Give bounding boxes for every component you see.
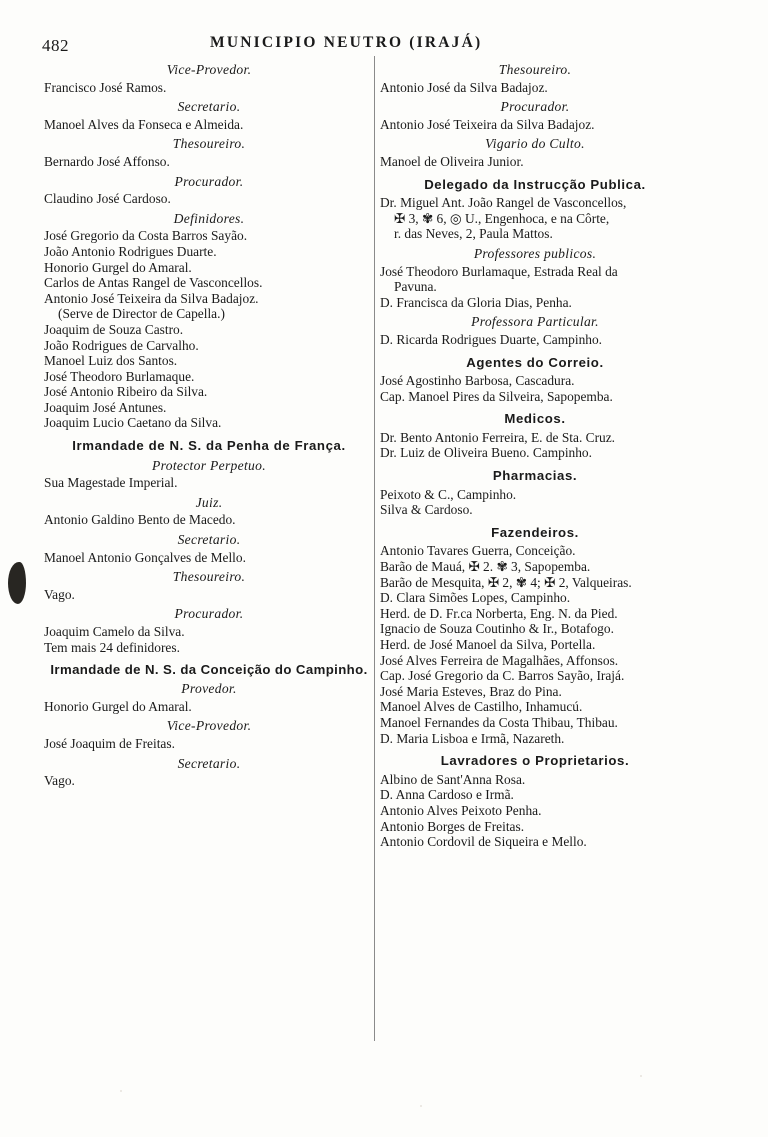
section-heading-italic: Secretario. bbox=[177, 755, 241, 771]
text-line: Cap. Manoel Pires da Silveira, Sapopemba. bbox=[380, 388, 613, 404]
section-heading-italic: Vice-Provedor. bbox=[166, 62, 252, 77]
section-heading-bold: Lavradores o Proprietarios. bbox=[440, 753, 630, 769]
text-line: D. Clara Simões Lopes, Campinho. bbox=[380, 590, 571, 606]
text-line: D. Anna Cardoso e Irmã. bbox=[380, 787, 514, 803]
text-line: José Maria Esteves, Braz do Pina. bbox=[380, 683, 562, 699]
text-line: Herd. de José Manoel da Silva, Portella. bbox=[380, 637, 596, 652]
text-line: Antonio Galdino Bento de Macedo. bbox=[44, 512, 236, 528]
section-heading-italic: Procurador. bbox=[174, 173, 244, 189]
text-line: Manoel Antonio Gonçalves de Mello. bbox=[44, 549, 246, 565]
text-line: Manoel Fernandes da Costa Thibau, Thibau. bbox=[380, 714, 618, 730]
text-line: Honorio Gurgel do Amaral. bbox=[44, 698, 192, 714]
running-title: MUNICIPIO NEUTRO (IRAJÁ) bbox=[210, 34, 483, 51]
text-line: José Alves Ferreira de Magalhães, Affonsos. bbox=[380, 652, 619, 668]
text-line: Silva & Cardoso. bbox=[380, 502, 473, 518]
text-line: José Theodoro Burlamaque, Estrada Real da bbox=[380, 263, 618, 279]
text-line: Ignacio de Souza Coutinho & Ir., Botafogo. bbox=[380, 621, 614, 637]
text-line: João Antonio Rodrigues Duarte. bbox=[44, 243, 217, 259]
text-line: Barão de Mauá, ✠ 2. ✾ 3, Sapopemba. bbox=[380, 559, 591, 575]
text-line: José Agostinho Barbosa, Cascadura. bbox=[380, 373, 575, 389]
text-line-continuation: r. das Neves, 2, Paula Mattos. bbox=[394, 226, 553, 242]
scan-speckle bbox=[120, 1090, 122, 1092]
text-line: Antonio José da Silva Badajoz. bbox=[380, 79, 548, 95]
section-heading-italic: Professora Particular. bbox=[471, 314, 599, 330]
text-line: Albino de Sant'Anna Rosa. bbox=[380, 771, 526, 787]
text-line: Antonio José Teixeira da Silva Badajoz. bbox=[44, 290, 259, 306]
text-line: D. Francisca da Gloria Dias, Penha. bbox=[380, 294, 572, 310]
section-heading-italic: Thesoureiro. bbox=[172, 569, 246, 585]
text-line: José Gregorio da Costa Barros Sayão. bbox=[44, 228, 248, 244]
column-divider-rule bbox=[374, 56, 375, 1041]
text-line: Dr. Luiz de Oliveira Bueno. Campinho. bbox=[380, 445, 592, 461]
text-line: Joaquim Camelo da Silva. bbox=[44, 624, 185, 639]
margin-smudge bbox=[8, 562, 26, 604]
text-line: Carlos de Antas Rangel de Vasconcellos. bbox=[44, 275, 263, 291]
text-line: Cap. José Gregorio da C. Barros Sayão, Irajá. bbox=[380, 668, 625, 684]
section-heading-italic: Secretario. bbox=[177, 532, 241, 548]
text-line: José Antonio Ribeiro da Silva. bbox=[44, 384, 208, 400]
text-line: D. Maria Lisboa e Irmã, Nazareth. bbox=[380, 730, 565, 746]
section-heading-italic: Secretario. bbox=[177, 99, 241, 115]
section-heading-italic: Procurador. bbox=[500, 99, 570, 115]
text-line: Manoel de Oliveira Junior. bbox=[380, 153, 524, 169]
left-text-column bbox=[44, 58, 374, 789]
folio-number: 482 bbox=[42, 36, 69, 55]
section-heading-bold: Fazendeiros. bbox=[491, 524, 579, 540]
text-line: Joaquim de Souza Castro. bbox=[44, 321, 184, 337]
text-line: João Rodrigues de Carvalho. bbox=[44, 337, 199, 353]
section-heading-italic: Vice-Provedor. bbox=[166, 718, 252, 734]
section-heading-bold: Delegado da Instrucção Publica. bbox=[424, 176, 646, 192]
text-line: Antonio Borges de Freitas. bbox=[380, 818, 525, 834]
section-heading-italic: Definidores. bbox=[173, 210, 245, 226]
text-line: José Joaquim de Freitas. bbox=[44, 735, 175, 751]
text-line: Claudino José Cardoso. bbox=[44, 191, 171, 207]
scan-speckle bbox=[640, 1075, 642, 1077]
text-line: Sua Magestade Imperial. bbox=[44, 475, 178, 491]
section-heading-italic: Procurador. bbox=[174, 606, 244, 622]
text-line: Francisco José Ramos. bbox=[44, 79, 167, 95]
text-line: D. Ricarda Rodrigues Duarte, Campinho. bbox=[380, 331, 603, 347]
section-heading-bold: Medicos. bbox=[504, 411, 566, 427]
section-heading-bold: Pharmacias. bbox=[492, 468, 578, 484]
text-line: Honorio Gurgel do Amaral. bbox=[44, 259, 192, 275]
text-line: Dr. Bento Antonio Ferreira, E. de Sta. Cruz. bbox=[380, 429, 616, 445]
text-line-continuation: ✠ 3, ✾ 6, ◎ U., Engenhoca, e na Côrte, bbox=[394, 210, 610, 226]
text-line: Vago. bbox=[44, 773, 75, 789]
text-line-continuation: (Serve de Director de Capella.) bbox=[58, 306, 225, 322]
section-heading-italic: Vigario do Culto. bbox=[485, 136, 585, 152]
page-header bbox=[0, 34, 768, 58]
text-line: Joaquim Lucio Caetano da Silva. bbox=[44, 415, 222, 431]
text-line: Herd. de D. Fr.ca Norberta, Eng. N. da Pied. bbox=[380, 605, 618, 621]
section-heading-bold: Irmandade de N. S. da Penha de França. bbox=[72, 438, 346, 454]
section-heading-italic: Thesoureiro. bbox=[498, 62, 572, 77]
text-line: Bernardo José Affonso. bbox=[44, 153, 170, 169]
section-heading-italic: Juiz. bbox=[195, 494, 223, 510]
text-line: Peixoto & C., Campinho. bbox=[380, 486, 517, 502]
text-line: Barão de Mesquita, ✠ 2, ✾ 4; ✠ 2, Valqueiras. bbox=[380, 574, 632, 590]
text-line: Antonio José Teixeira da Silva Badajoz. bbox=[380, 116, 595, 132]
section-heading-bold: Irmandade de N. S. da Conceição do Campinho. bbox=[50, 662, 368, 678]
scan-speckle bbox=[420, 1105, 422, 1107]
text-line: Manoel Alves da Fonseca e Almeida. bbox=[44, 116, 244, 132]
text-line: Antonio Alves Peixoto Penha. bbox=[380, 802, 542, 818]
section-heading-italic: Professores publicos. bbox=[473, 245, 597, 261]
right-text-column bbox=[380, 58, 690, 850]
text-line: Antonio Tavares Guerra, Conceição. bbox=[380, 543, 576, 559]
text-line: Antonio Cordovil de Siqueira e Mello. bbox=[380, 834, 587, 850]
section-heading-italic: Thesoureiro. bbox=[172, 136, 246, 152]
section-heading-italic: Protector Perpetuo. bbox=[152, 457, 266, 473]
text-line: Vago. bbox=[44, 586, 75, 602]
text-line: Manoel Alves de Castilho, Inhamucú. bbox=[380, 699, 583, 715]
section-heading-italic: Provedor. bbox=[181, 681, 237, 697]
text-line: Joaquim José Antunes. bbox=[44, 399, 167, 415]
section-heading-bold: Agentes do Correio. bbox=[466, 354, 604, 370]
text-line: José Theodoro Burlamaque. bbox=[44, 368, 195, 384]
text-line-continuation: Pavuna. bbox=[394, 279, 437, 295]
text-line: Dr. Miguel Ant. João Rangel de Vasconcellos, bbox=[380, 195, 627, 211]
text-line: Tem mais 24 definidores. bbox=[44, 639, 180, 655]
text-line: Manoel Luiz dos Santos. bbox=[44, 353, 178, 369]
